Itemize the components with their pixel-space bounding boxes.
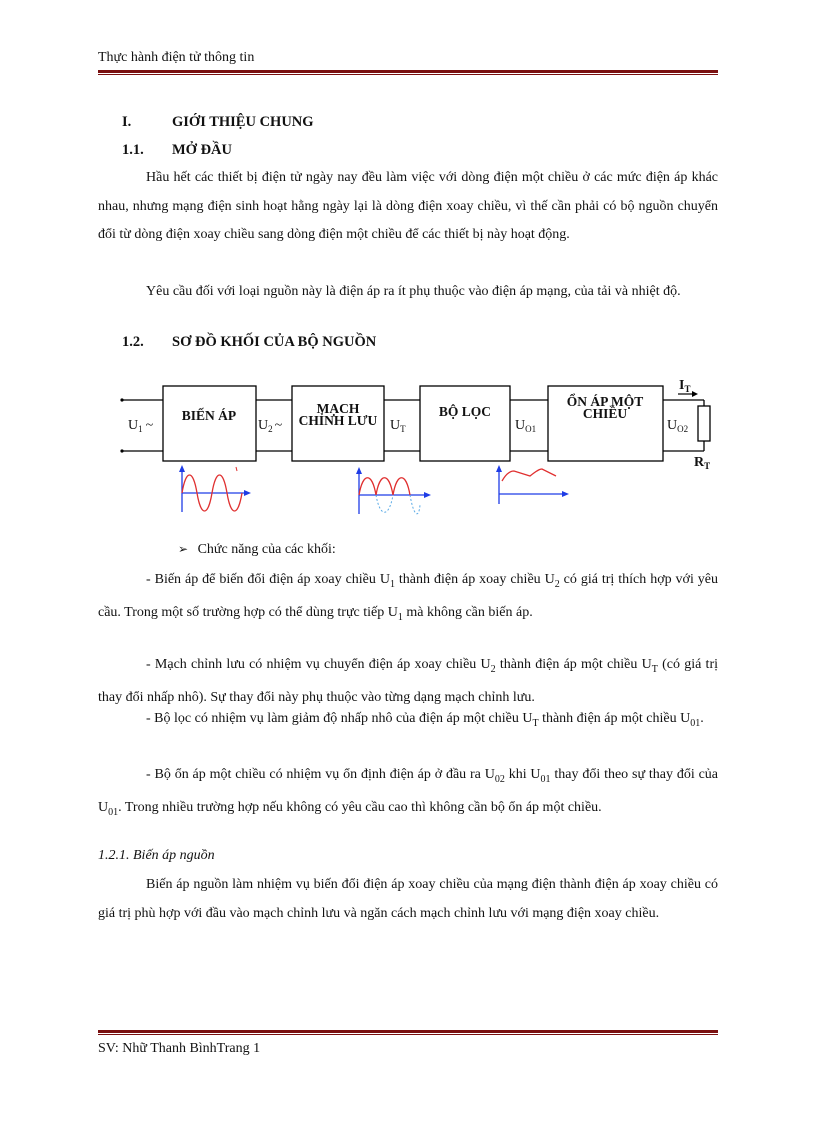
label-uo2: $U_{O2}$ — [667, 418, 689, 434]
header-rule — [98, 70, 718, 75]
subsection-heading-1-2-1: 1.2.1. Biến áp nguồn — [98, 848, 215, 863]
label-ut: $U_T$ — [390, 418, 406, 434]
label-rt: $R_T$ — [694, 455, 711, 471]
power-supply-block-diagram — [0, 370, 816, 530]
waveform-filtered — [496, 465, 569, 504]
function-rectifier: - Mạch chỉnh lưu có nhiệm vụ chuyển điện áp xoay chiều $U_2$ thành điện áp một chiều $U_T$ (có giá trị thay đổi nhấp nhô). Sự thay đổi này phụ thuộc vào từng dạng mạch chỉnh lưu. — [98, 657, 718, 706]
intro-paragraph: Hầu hết các thiết bị điện tử ngày nay đều làm việc với dòng điện một chiều ở các mức điện áp khác nhau, nhưng mạng điện sinh hoạt hằng ngày lại là dòng điện xoay chiều, vì thế cần phải có bộ nguồn chuyển đổi từ dòng điện xoay chiều sang dòng điện một chiều để các thiết bị này hoạt động. — [98, 170, 718, 242]
transformer-paragraph: Biến áp nguồn làm nhiệm vụ biến đổi điện áp xoay chiều của mạng điện thành điện áp xoay chiều có giá trị phù hợp với đầu vào mạch chỉnh lưu và ngăn cách mạch chỉnh lưu với mạng điện xoay chiều. — [98, 877, 718, 921]
block-regulator-label-line2: CHIỀU — [582, 406, 628, 421]
label-u1: $U_1$ ~ — [128, 418, 154, 434]
block-transformer — [163, 386, 256, 461]
block-filter-label: BỘ LỌC — [438, 404, 492, 419]
label-uo1: $U_{O1}$ — [515, 418, 537, 434]
page-header-title: Thực hành điện tử thông tin — [98, 50, 255, 65]
waveform-rectified — [356, 467, 431, 514]
function-regulator: - Bộ ổn áp một chiều có nhiệm vụ ổn định điện áp ở đầu ra $U_{02}$ khi $U_{01}$ thay đổi theo sự thay đổi của $U_{01}$. Trong nhiều trường hợp nếu không có yêu cầu cao thì không cần bộ ổn áp một chiều. — [98, 767, 719, 819]
block-transformer-label: BIẾN ÁP — [181, 408, 237, 423]
page-footer: SV: Nhữ Thanh BìnhTrang 1 — [98, 1041, 261, 1056]
block-regulator-label-line1: ỔN ÁP MỘT — [566, 394, 644, 409]
function-transformer: - Biến áp để biến đổi điện áp xoay chiều $U_1$ thành điện áp xoay chiều $U_2$ có giá trị thích hợp với yêu cầu. Trong một số trường hợp có thể dùng trực tiếp $U_1$ mà không cần biến áp. — [98, 572, 719, 624]
requirement-paragraph: Yêu cầu đối với loại nguồn này là điện áp ra ít phụ thuộc vào điện áp mạng, của tải và nhiệt độ. — [146, 284, 681, 299]
waveform-sine — [179, 465, 251, 512]
label-u2: $U_2$ ~ — [258, 418, 283, 434]
arrow-bullet-icon: ➢ — [178, 542, 189, 556]
bullet-functions: ➢ Chức năng của các khối: — [178, 542, 336, 557]
label-it: $I_T$ — [679, 378, 691, 394]
load-resistor — [698, 406, 710, 441]
block-rectifier-label-line2: CHỈNH LƯU — [298, 413, 378, 428]
footer-rule — [98, 1030, 718, 1035]
block-filter — [420, 386, 510, 461]
function-filter: - Bộ lọc có nhiệm vụ làm giảm độ nhấp nhô của điện áp một chiều $U_T$ thành điện áp một chiều $U_{01}$. — [146, 711, 704, 729]
block-rectifier-label-line1: MẠCH — [316, 401, 360, 416]
